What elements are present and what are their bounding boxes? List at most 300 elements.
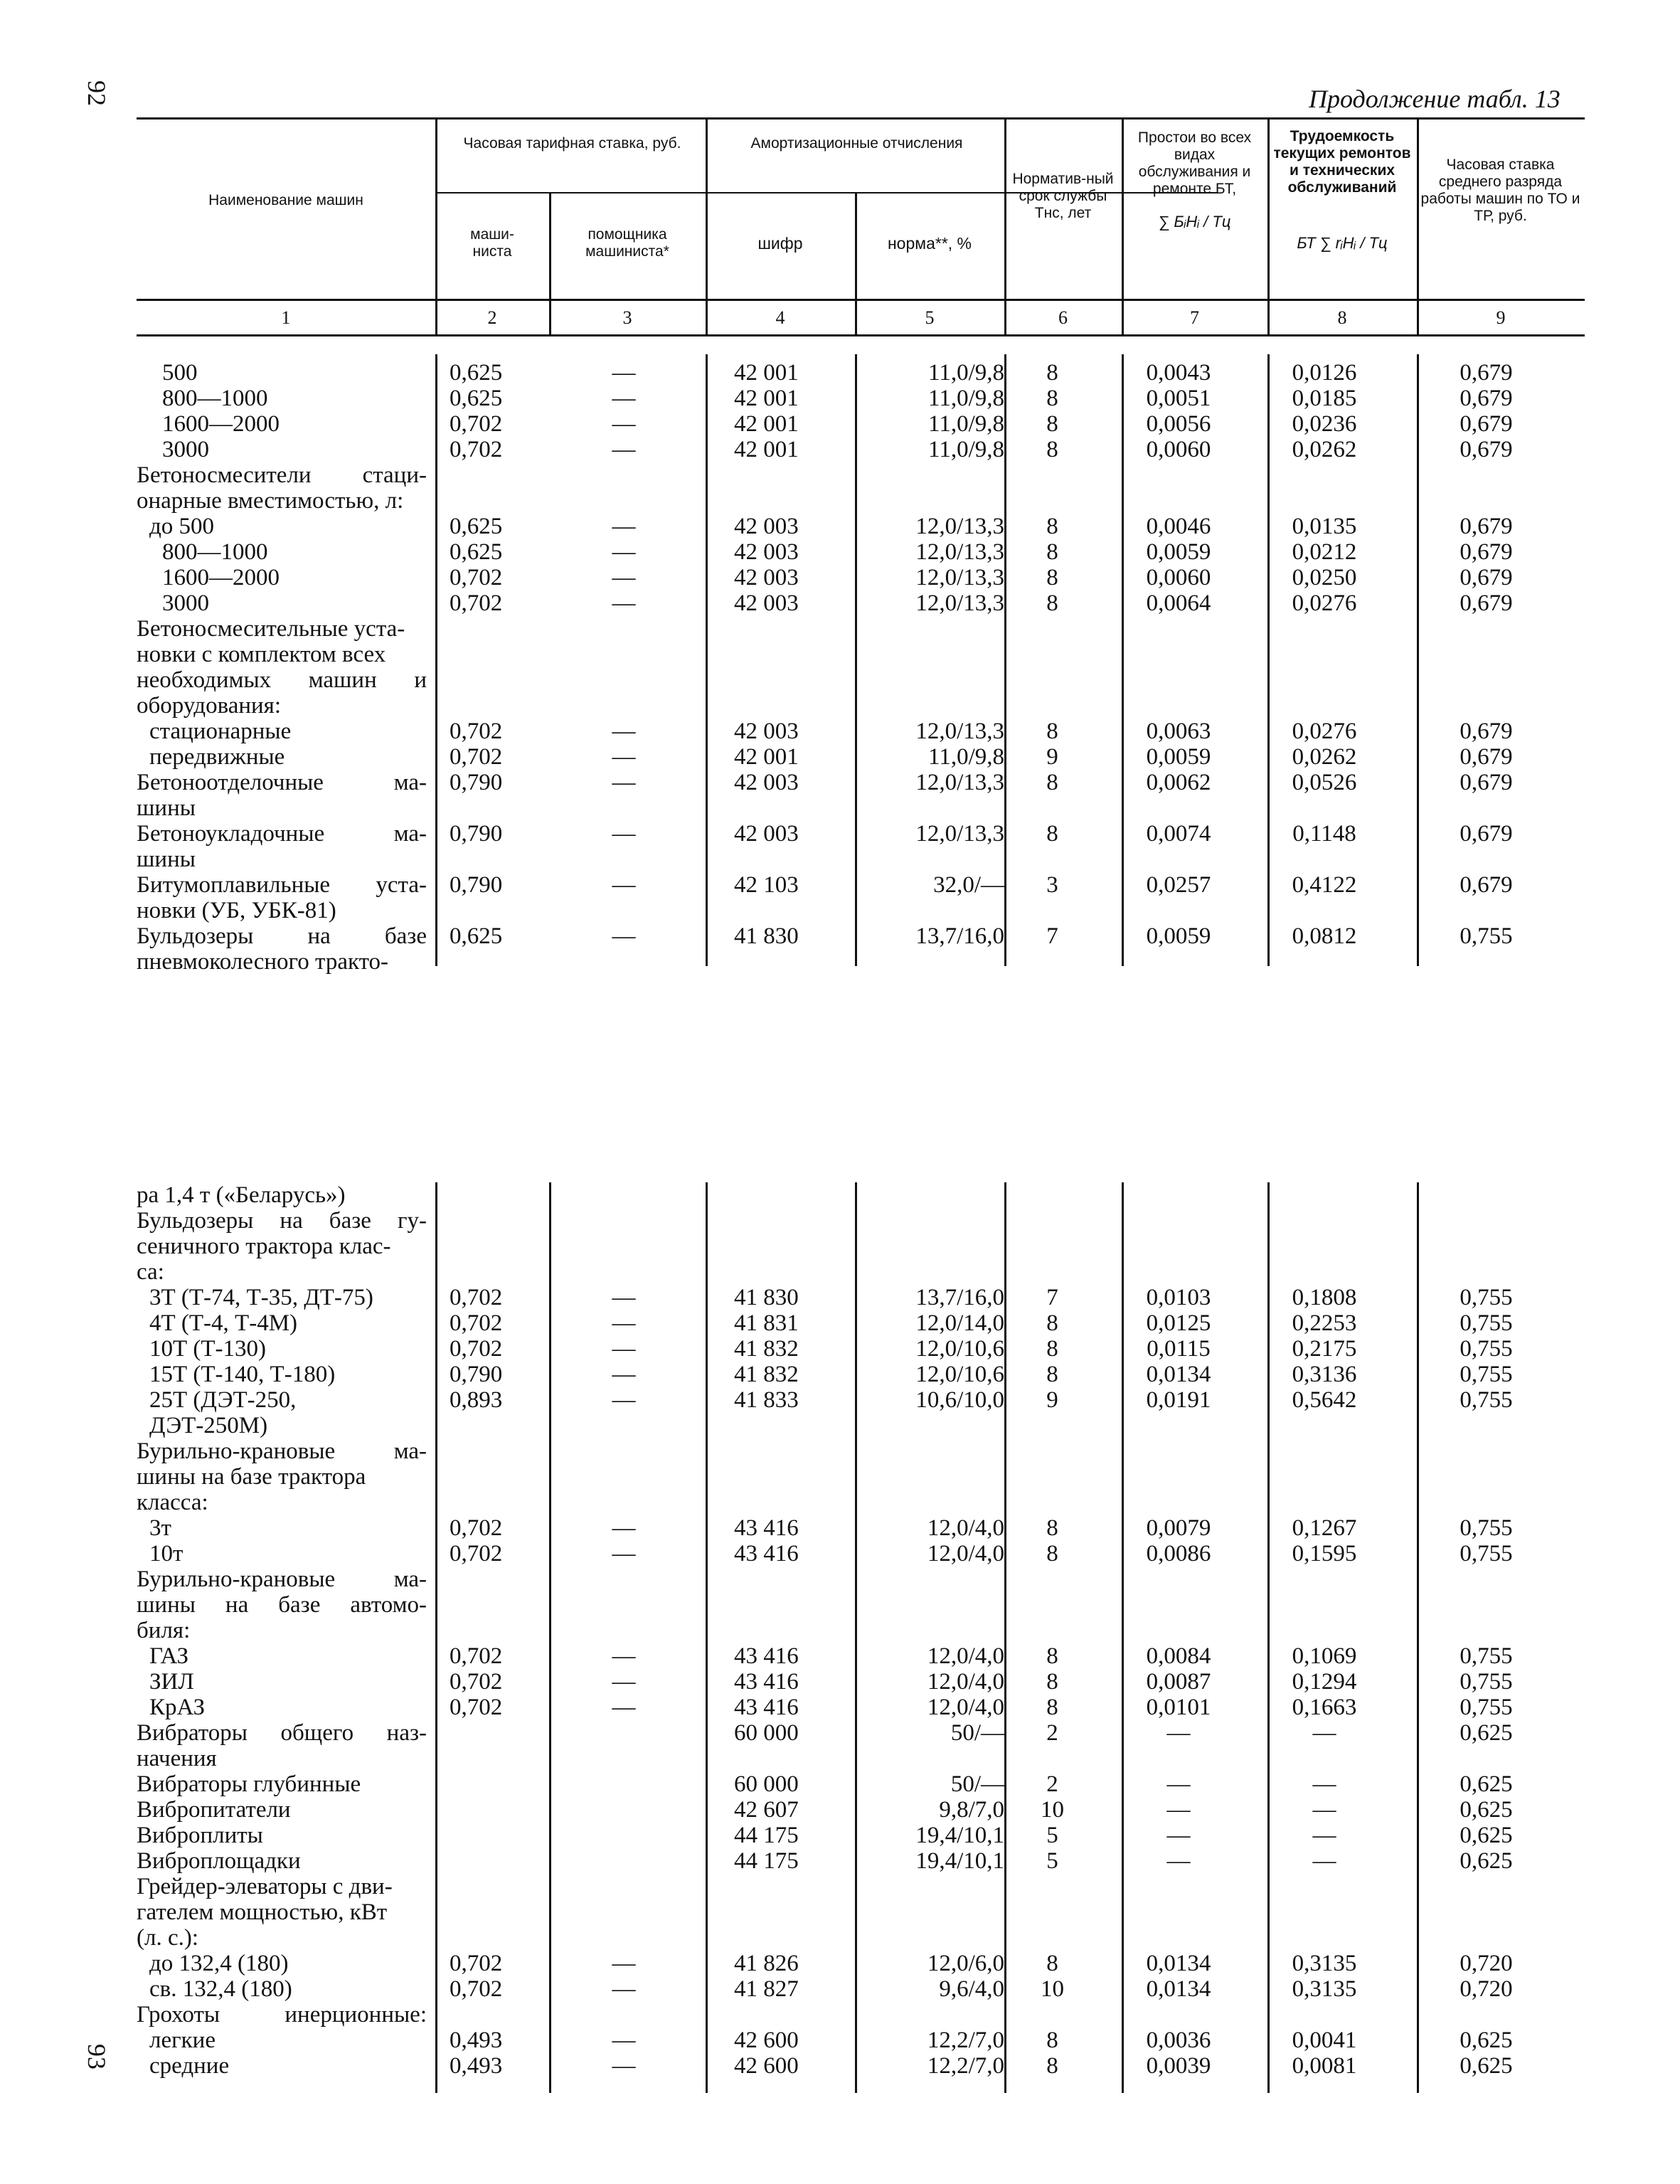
table-row [137, 872, 1585, 898]
table-row [137, 1182, 1585, 1208]
value-cell-c6: 3 [1046, 872, 1058, 898]
machine-name-cell: 3000 [162, 437, 209, 462]
value-cell-c3: — [612, 1643, 636, 1669]
value-cell-c3: — [612, 821, 636, 847]
value-cell-c5: 32,0/— [933, 872, 1004, 898]
header-col-labor-formula: БТ ∑ rᵢHᵢ / Tц [1297, 234, 1388, 252]
value-cell-c7: 0,0086 [1146, 1541, 1211, 1567]
machine-name-cell: Бульдозеры на базе [137, 923, 427, 949]
value-cell-c8: 0,0250 [1292, 565, 1357, 590]
value-cell-c6: 8 [1046, 1362, 1058, 1387]
header-col-name: Наименование машин [208, 192, 363, 208]
value-cell-c6: 7 [1046, 1285, 1058, 1310]
table-row [137, 1567, 1585, 1592]
table-row [137, 1618, 1585, 1643]
value-cell-c9: 0,755 [1460, 1669, 1513, 1695]
value-cell-c9: 0,755 [1460, 1387, 1513, 1413]
value-cell-c8: 0,3135 [1292, 1976, 1357, 2002]
header-number: 1 [281, 307, 291, 328]
value-cell-c4: 44 175 [734, 1823, 799, 1848]
table-row [137, 847, 1585, 872]
value-cell-c3: — [612, 1387, 636, 1413]
machine-name-cell: биля: [137, 1618, 191, 1643]
table-row [137, 770, 1585, 795]
machine-name-cell: новки (УБ, УБК-81) [137, 898, 336, 923]
value-cell-c9: 0,679 [1460, 386, 1513, 411]
value-cell-c9: 0,625 [1460, 1771, 1513, 1797]
value-cell-c2: 0,790 [450, 872, 503, 898]
value-cell-c9: 0,755 [1460, 1695, 1513, 1720]
table-row [137, 667, 1585, 693]
table-row [137, 1720, 1585, 1746]
value-cell-c8: — [1312, 1823, 1336, 1848]
value-cell-c6: 8 [1046, 1310, 1058, 1336]
value-cell-c2: 0,702 [450, 1310, 503, 1336]
value-cell-c8: 0,0812 [1292, 923, 1357, 949]
value-cell-c5: 12,0/4,0 [927, 1669, 1004, 1695]
value-cell-c7: 0,0060 [1146, 437, 1211, 462]
table-row [137, 2053, 1585, 2079]
table-row [137, 642, 1585, 667]
machine-name-cell: 15Т (Т-140, Т-180) [149, 1362, 336, 1387]
table-row [137, 1490, 1585, 1515]
value-cell-c7: 0,0060 [1146, 565, 1211, 590]
value-cell-c8: 0,3136 [1292, 1362, 1357, 1387]
value-cell-c5: 12,0/13,3 [915, 821, 1004, 847]
header-col-norm: норма**, % [887, 234, 972, 253]
value-cell-c3: — [612, 923, 636, 949]
table-row [137, 1310, 1585, 1336]
value-cell-c2: 0,893 [450, 1387, 503, 1413]
value-cell-c5: 12,0/10,6 [915, 1362, 1004, 1387]
table-row [137, 1541, 1585, 1567]
header-number: 8 [1337, 307, 1347, 328]
value-cell-c2: 0,625 [450, 514, 503, 539]
value-cell-c6: 5 [1046, 1823, 1058, 1848]
value-cell-c9: 0,679 [1460, 744, 1513, 770]
value-cell-c7: 0,0087 [1146, 1669, 1211, 1695]
table-row [137, 1643, 1585, 1669]
value-cell-c5: 50/— [950, 1771, 1004, 1797]
table-row [137, 1976, 1585, 2002]
value-cell-c9: 0,720 [1460, 1951, 1513, 1976]
header-group-tariff: Часовая тарифная ставка, руб. [463, 135, 681, 152]
value-cell-c3: — [612, 1285, 636, 1310]
table-row [137, 565, 1585, 590]
table-row [137, 437, 1585, 462]
value-cell-c7: 0,0074 [1146, 821, 1211, 847]
header-col-downtime: Простои во всех видах обслуживания и ремонте БТ, [1137, 129, 1252, 197]
machine-name-cell: ДЭТ-250М) [149, 1413, 268, 1438]
machine-name-cell: Битумоплавильные уста- [137, 872, 427, 898]
table-row [137, 1746, 1585, 1771]
value-cell-c8: 0,3135 [1292, 1951, 1357, 1976]
value-cell-c3: — [612, 590, 636, 616]
machine-name-cell: Бетоносмесители стаци- [137, 462, 427, 488]
value-cell-c5: 12,0/13,3 [915, 539, 1004, 565]
value-cell-c3: — [612, 1310, 636, 1336]
value-cell-c5: 12,0/10,6 [915, 1336, 1004, 1362]
value-cell-c8: 0,1595 [1292, 1541, 1357, 1567]
value-cell-c3: — [612, 1515, 636, 1541]
value-cell-c6: 8 [1046, 1336, 1058, 1362]
header-col-driver: маши- ниста [470, 226, 514, 260]
table-row [137, 1336, 1585, 1362]
value-cell-c5: 11,0/9,8 [928, 411, 1004, 437]
value-cell-c2: 0,625 [450, 386, 503, 411]
machine-name-cell: 10т [149, 1541, 184, 1567]
table-row [137, 719, 1585, 744]
machine-name-cell: 3Т (Т-74, Т-35, ДТ-75) [149, 1285, 373, 1310]
header-col-code: шифр [757, 234, 803, 253]
value-cell-c3: — [612, 1951, 636, 1976]
machine-name-cell: шины на базе трактора [137, 1464, 366, 1490]
value-cell-c7: 0,0043 [1146, 360, 1211, 386]
machine-name-cell: класса: [137, 1490, 208, 1515]
machine-name-cell: (л. с.): [137, 1925, 199, 1951]
value-cell-c5: 12,0/13,3 [915, 590, 1004, 616]
value-cell-c4: 42 003 [734, 719, 799, 744]
table-row [137, 1515, 1585, 1541]
value-cell-c6: 9 [1046, 1387, 1058, 1413]
value-cell-c2: 0,702 [450, 1951, 503, 1976]
header-number: 2 [487, 307, 497, 328]
machine-name-cell: шины на базе автомо- [137, 1592, 427, 1618]
machine-name-cell: Вибропитатели [137, 1797, 291, 1823]
machine-name-cell: Бетоносмесительные уста- [137, 616, 405, 642]
machine-name-cell: шины [137, 847, 196, 872]
table-row [137, 1925, 1585, 1951]
value-cell-c3: — [612, 386, 636, 411]
machine-name-cell: необходимых машин и [137, 667, 427, 693]
machine-name-cell: 1600—2000 [162, 411, 280, 437]
value-cell-c7: 0,0063 [1146, 719, 1211, 744]
page-number-top: 92 [83, 80, 111, 106]
header-number: 6 [1058, 307, 1068, 328]
value-cell-c5: 12,0/13,3 [915, 565, 1004, 590]
value-cell-c9: 0,755 [1460, 1310, 1513, 1336]
value-cell-c8: — [1312, 1720, 1336, 1746]
value-cell-c3: — [612, 1362, 636, 1387]
table-row [137, 1464, 1585, 1490]
header-number: 5 [925, 307, 935, 328]
value-cell-c6: 8 [1046, 1951, 1058, 1976]
value-cell-c2: 0,790 [450, 770, 503, 795]
value-cell-c9: 0,755 [1460, 1336, 1513, 1362]
value-cell-c8: 0,0262 [1292, 437, 1357, 462]
machine-name-cell: легкие [149, 2027, 216, 2053]
value-cell-c9: 0,679 [1460, 437, 1513, 462]
value-cell-c2: 0,625 [450, 923, 503, 949]
value-cell-c7: 0,0134 [1146, 1951, 1211, 1976]
machine-name-cell: Вибраторы общего наз- [137, 1720, 427, 1746]
table-row [137, 616, 1585, 642]
table-row [137, 949, 1585, 975]
value-cell-c6: 8 [1046, 360, 1058, 386]
value-cell-c9: 0,679 [1460, 590, 1513, 616]
value-cell-c6: 8 [1046, 386, 1058, 411]
machine-name-cell: Виброплощадки [137, 1848, 301, 1874]
header-number: 7 [1190, 307, 1199, 328]
machine-name-cell: шины [137, 795, 196, 821]
value-cell-c5: 11,0/9,8 [928, 744, 1004, 770]
table-row [137, 386, 1585, 411]
machine-name-cell: 4Т (Т-4, Т-4М) [149, 1310, 298, 1336]
machine-name-cell: начения [137, 1746, 217, 1771]
table-caption: Продолжение табл. 13 [1309, 85, 1561, 113]
value-cell-c5: 12,0/13,3 [915, 719, 1004, 744]
machine-name-cell: до 132,4 (180) [149, 1951, 289, 1976]
value-cell-c5: 12,2/7,0 [927, 2053, 1004, 2079]
value-cell-c8: 0,2175 [1292, 1336, 1357, 1362]
value-cell-c2: 0,790 [450, 821, 503, 847]
machine-name-cell: ра 1,4 т («Беларусь») [137, 1182, 346, 1208]
value-cell-c3: — [612, 539, 636, 565]
value-cell-c5: 13,7/16,0 [915, 1285, 1004, 1310]
table-row [137, 1234, 1585, 1259]
value-cell-c5: 12,0/4,0 [927, 1515, 1004, 1541]
machine-name-cell: оборудования: [137, 693, 282, 719]
value-cell-c5: 11,0/9,8 [928, 437, 1004, 462]
value-cell-c7: — [1166, 1848, 1191, 1874]
machine-name-cell: 25Т (ДЭТ-250, [149, 1387, 297, 1413]
header-number: 9 [1496, 307, 1506, 328]
value-cell-c9: 0,625 [1460, 2027, 1513, 2053]
machine-name-cell: до 500 [149, 514, 215, 539]
value-cell-c4: 42 600 [734, 2027, 799, 2053]
value-cell-c5: 11,0/9,8 [928, 386, 1004, 411]
value-cell-c8: — [1312, 1848, 1336, 1874]
value-cell-c8: 0,0276 [1292, 590, 1357, 616]
value-cell-c3: — [612, 744, 636, 770]
value-cell-c2: 0,702 [450, 1976, 503, 2002]
value-cell-c7: 0,0103 [1146, 1285, 1211, 1310]
table-row [137, 2002, 1585, 2027]
value-cell-c4: 42 003 [734, 514, 799, 539]
machine-name-cell: Бетоноукладочные ма- [137, 821, 427, 847]
value-cell-c7: — [1166, 1720, 1191, 1746]
table-row [137, 1387, 1585, 1413]
value-cell-c2: 0,702 [450, 744, 503, 770]
value-cell-c6: 8 [1046, 1541, 1058, 1567]
value-cell-c6: 8 [1046, 2053, 1058, 2079]
value-cell-c6: 8 [1046, 1643, 1058, 1669]
value-cell-c2: 0,702 [450, 1285, 503, 1310]
value-cell-c5: 12,0/4,0 [927, 1695, 1004, 1720]
value-cell-c7: 0,0134 [1146, 1976, 1211, 2002]
table-row [137, 1413, 1585, 1438]
value-cell-c6: 10 [1041, 1976, 1064, 2002]
table-row [137, 2027, 1585, 2053]
table-row [137, 693, 1585, 719]
value-cell-c7: 0,0101 [1146, 1695, 1211, 1720]
value-cell-c3: — [612, 2027, 636, 2053]
machine-name-cell: сеничного трактора клас- [137, 1234, 391, 1259]
value-cell-c8: 0,0526 [1292, 770, 1357, 795]
value-cell-c2: 0,493 [450, 2053, 503, 2079]
value-cell-c5: 9,6/4,0 [939, 1976, 1004, 2002]
value-cell-c8: 0,0041 [1292, 2027, 1357, 2053]
table-row [137, 1848, 1585, 1874]
table-row [137, 590, 1585, 616]
value-cell-c7: 0,0084 [1146, 1643, 1211, 1669]
value-cell-c4: 43 416 [734, 1669, 799, 1695]
machine-name-cell: 3т [149, 1515, 171, 1541]
table-row [137, 821, 1585, 847]
value-cell-c9: 0,679 [1460, 539, 1513, 565]
value-cell-c4: 42 003 [734, 565, 799, 590]
value-cell-c2: 0,702 [450, 1669, 503, 1695]
value-cell-c5: 19,4/10,1 [915, 1823, 1004, 1848]
value-cell-c8: 0,1148 [1292, 821, 1356, 847]
value-cell-c7: 0,0079 [1146, 1515, 1211, 1541]
table-row [137, 514, 1585, 539]
machine-name-cell: Бурильно-крановые ма- [137, 1567, 427, 1592]
table-row [137, 1208, 1585, 1234]
value-cell-c4: 41 832 [734, 1362, 799, 1387]
value-cell-c9: 0,679 [1460, 514, 1513, 539]
value-cell-c9: 0,625 [1460, 1797, 1513, 1823]
value-cell-c4: 42 103 [734, 872, 799, 898]
value-cell-c4: 42 003 [734, 821, 799, 847]
value-cell-c4: 42 607 [734, 1797, 799, 1823]
value-cell-c4: 42 003 [734, 590, 799, 616]
value-cell-c5: 12,0/4,0 [927, 1541, 1004, 1567]
value-cell-c9: 0,625 [1460, 1823, 1513, 1848]
value-cell-c2: 0,702 [450, 590, 503, 616]
value-cell-c8: 0,1808 [1292, 1285, 1357, 1310]
value-cell-c2: 0,702 [450, 719, 503, 744]
value-cell-c9: 0,755 [1460, 923, 1513, 949]
value-cell-c6: 8 [1046, 770, 1058, 795]
value-cell-c4: 41 831 [734, 1310, 799, 1336]
value-cell-c7: 0,0051 [1146, 386, 1211, 411]
value-cell-c4: 43 416 [734, 1695, 799, 1720]
value-cell-c7: 0,0064 [1146, 590, 1211, 616]
value-cell-c3: — [612, 514, 636, 539]
machine-name-cell: КрАЗ [149, 1695, 206, 1720]
value-cell-c3: — [612, 1669, 636, 1695]
value-cell-c5: 12,0/13,3 [915, 770, 1004, 795]
value-cell-c5: 12,2/7,0 [927, 2027, 1004, 2053]
machine-name-cell: стационарные [149, 719, 292, 744]
value-cell-c2: 0,702 [450, 1541, 503, 1567]
value-cell-c6: 8 [1046, 539, 1058, 565]
header-col-assistant: помощника машиниста* [585, 226, 669, 260]
value-cell-c4: 41 827 [734, 1976, 799, 2002]
table-row [137, 1951, 1585, 1976]
value-cell-c6: 8 [1046, 590, 1058, 616]
value-cell-c7: — [1166, 1771, 1191, 1797]
machine-name-cell: 3000 [162, 590, 209, 616]
value-cell-c3: — [612, 1976, 636, 2002]
table-row [137, 1797, 1585, 1823]
value-cell-c7: — [1166, 1823, 1191, 1848]
machine-name-cell: Вибраторы глубинные [137, 1771, 361, 1797]
value-cell-c2: 0,702 [450, 565, 503, 590]
value-cell-c9: 0,625 [1460, 1848, 1513, 1874]
value-cell-c8: 0,1069 [1292, 1643, 1357, 1669]
page-number-bottom: 93 [83, 2044, 111, 2069]
machine-name-cell: Грохоты инерционные: [137, 2002, 427, 2027]
table-row [137, 1362, 1585, 1387]
value-cell-c6: 8 [1046, 437, 1058, 462]
value-cell-c8: 0,0185 [1292, 386, 1357, 411]
header-number: 4 [775, 307, 785, 328]
table-row [137, 1695, 1585, 1720]
value-cell-c2: 0,493 [450, 2027, 503, 2053]
machine-name-cell: ГАЗ [149, 1643, 189, 1669]
table-row [137, 488, 1585, 514]
machine-name-cell: ЗИЛ [149, 1669, 194, 1695]
value-cell-c6: 8 [1046, 1515, 1058, 1541]
value-cell-c8: — [1312, 1771, 1336, 1797]
value-cell-c6: 2 [1046, 1771, 1058, 1797]
value-cell-c4: 42 001 [734, 437, 799, 462]
value-cell-c8: 0,1267 [1292, 1515, 1357, 1541]
value-cell-c8: 0,4122 [1292, 872, 1357, 898]
value-cell-c7: 0,0257 [1146, 872, 1211, 898]
value-cell-c2: 0,702 [450, 411, 503, 437]
value-cell-c7: 0,0036 [1146, 2027, 1211, 2053]
value-cell-c4: 42 600 [734, 2053, 799, 2079]
value-cell-c4: 43 416 [734, 1643, 799, 1669]
value-cell-c8: 0,2253 [1292, 1310, 1357, 1336]
value-cell-c4: 42 001 [734, 744, 799, 770]
value-cell-c2: 0,702 [450, 1336, 503, 1362]
table-row [137, 1771, 1585, 1797]
table-body-top [137, 354, 1585, 975]
value-cell-c9: 0,679 [1460, 411, 1513, 437]
value-cell-c7: 0,0059 [1146, 539, 1211, 565]
value-cell-c9: 0,755 [1460, 1643, 1513, 1669]
value-cell-c3: — [612, 1336, 636, 1362]
table-row [137, 1669, 1585, 1695]
table-row [137, 360, 1585, 386]
value-cell-c2: 0,625 [450, 360, 503, 386]
value-cell-c8: 0,0262 [1292, 744, 1357, 770]
header-group-amort: Амортизационные отчисления [750, 135, 963, 152]
machine-name-cell: Бульдозеры на базе гу- [137, 1208, 427, 1234]
value-cell-c6: 8 [1046, 1695, 1058, 1720]
value-cell-c5: 9,8/7,0 [939, 1797, 1004, 1823]
value-cell-c8: 0,0236 [1292, 411, 1357, 437]
machine-name-cell: 800—1000 [162, 539, 268, 565]
table-row [137, 462, 1585, 488]
machine-name-cell: Виброплиты [137, 1823, 263, 1848]
value-cell-c5: 12,0/13,3 [915, 514, 1004, 539]
value-cell-c6: 8 [1046, 411, 1058, 437]
value-cell-c4: 41 830 [734, 1285, 799, 1310]
machine-name-cell: средние [149, 2053, 230, 2079]
value-cell-c9: 0,679 [1460, 565, 1513, 590]
value-cell-c8: 0,1294 [1292, 1669, 1357, 1695]
value-cell-c2: 0,702 [450, 1695, 503, 1720]
value-cell-c6: 8 [1046, 514, 1058, 539]
value-cell-c9: 0,720 [1460, 1976, 1513, 2002]
value-cell-c3: — [612, 770, 636, 795]
value-cell-c7: 0,0056 [1146, 411, 1211, 437]
value-cell-c4: 41 833 [734, 1387, 799, 1413]
value-cell-c9: 0,755 [1460, 1362, 1513, 1387]
table-row [137, 1259, 1585, 1285]
machine-name-cell: новки с комплектом всех [137, 642, 386, 667]
table-row [137, 539, 1585, 565]
value-cell-c6: 5 [1046, 1848, 1058, 1874]
machine-name-cell: 1600—2000 [162, 565, 280, 590]
value-cell-c4: 42 003 [734, 770, 799, 795]
value-cell-c7: 0,0039 [1146, 2053, 1211, 2079]
